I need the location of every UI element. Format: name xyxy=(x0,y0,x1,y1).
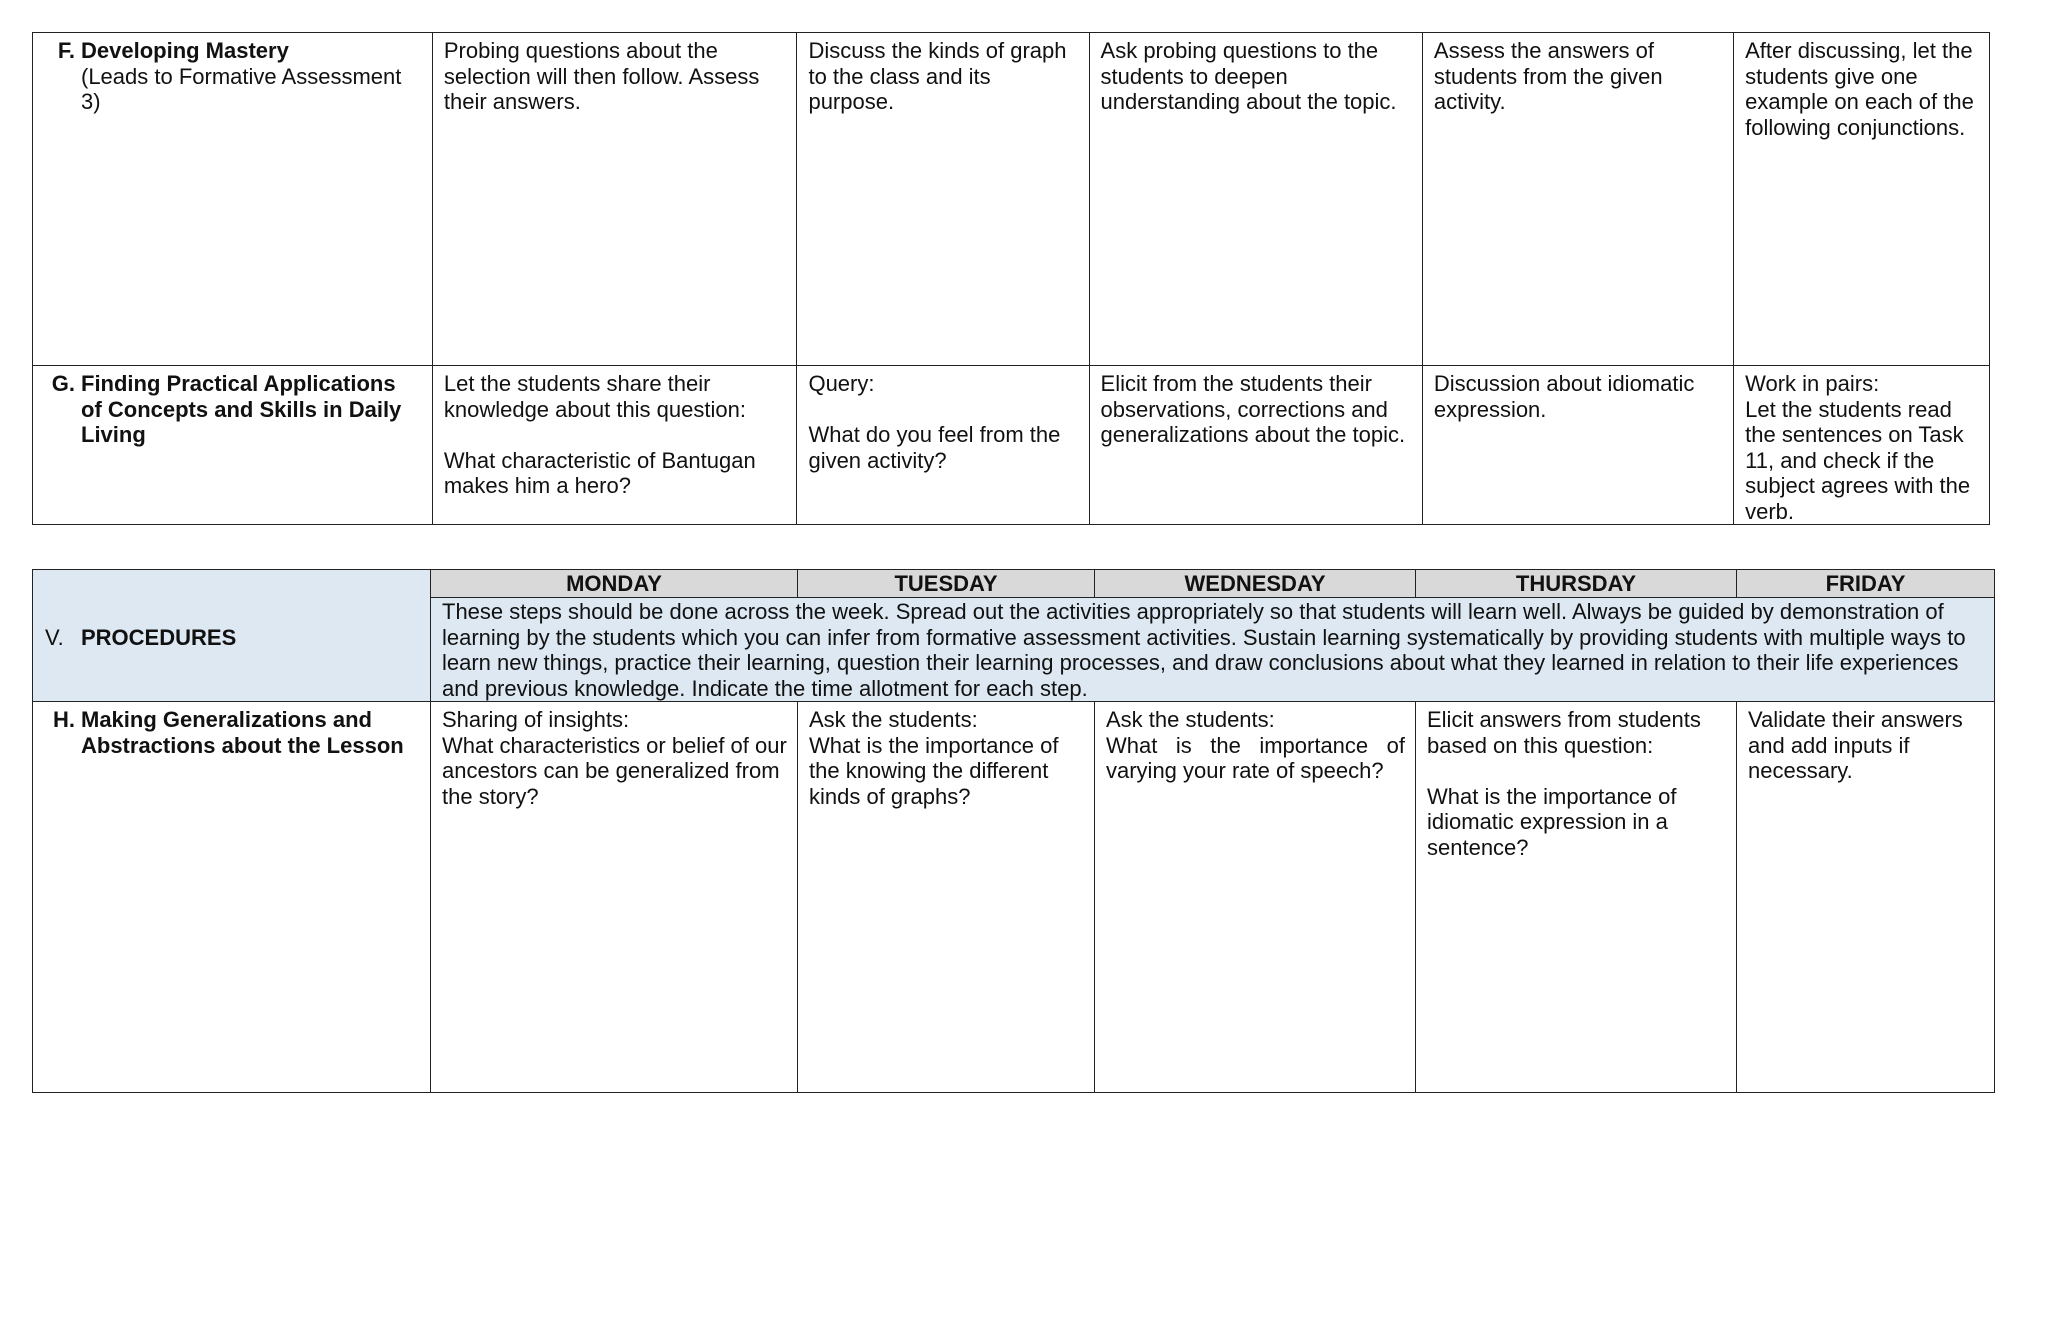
row-label-practical-applications xyxy=(33,366,433,525)
cell-thursday: Assess the answers of students from the given activity. xyxy=(1422,33,1733,366)
cell-wednesday: Ask probing questions to the students to deepen understanding about the topic. xyxy=(1089,33,1422,366)
row-label-developing-mastery xyxy=(33,33,433,366)
cell-monday: Probing questions about the selection will then follow. Assess their answers. xyxy=(432,33,797,366)
row-developing-mastery xyxy=(33,33,1990,366)
cell-wednesday: Elicit from the students their observations, corrections and generalizations about the topic. xyxy=(1089,366,1422,525)
cell-friday: After discussing, let the students give one example on each of the following conjunctions. xyxy=(1734,33,1990,366)
section-title: PROCEDURES xyxy=(81,625,237,651)
procedures-instructions: These steps should be done across the week. Spread out the activities appropriately so that students will learn well. Always be guided by demonstration of learning by the students which you can infer from formative assessment activities. Sustain learning systematically by providing students with multiple ways to learn new things, practice their learning, question their learning processes, and draw conclusions about what they learned in relation to their life experiences and previous knowledge. Indicate the time allotment for each step. xyxy=(431,598,1995,702)
cell-monday: Let the students share their knowledge about this question: What characteristic of Bantugan makes him a hero? xyxy=(432,366,797,525)
day-header-friday: FRIDAY xyxy=(1737,570,1995,598)
cell-tuesday: Ask the students: What is the importance of the knowing the different kinds of graphs? xyxy=(798,702,1095,1093)
row-letter: H. xyxy=(53,707,75,732)
row-generalizations xyxy=(33,702,1995,1093)
day-header-tuesday: TUESDAY xyxy=(798,570,1095,598)
row-practical-applications xyxy=(33,366,1990,525)
lesson-plan-table-top xyxy=(32,32,1990,525)
row-subtitle: (Leads to Formative Assessment 3) xyxy=(81,63,402,114)
lesson-plan-table-procedures xyxy=(32,569,1995,1093)
row-label-generalizations xyxy=(33,702,431,1093)
day-header-row xyxy=(33,570,1995,598)
day-header-monday: MONDAY xyxy=(431,570,798,598)
row-title: Finding Practical Applications of Concepts and Skills in Daily Living xyxy=(81,371,402,447)
cell-thursday: Discussion about idiomatic expression. xyxy=(1422,366,1733,525)
row-title: Making Generalizations and Abstractions about the Lesson xyxy=(81,707,404,758)
cell-tuesday: Query: What do you feel from the given activity? xyxy=(797,366,1089,525)
row-letter: G. xyxy=(51,371,75,396)
cell-wednesday: Ask the students: What is the importance of varying your rate of speech? xyxy=(1095,702,1416,1093)
section-numeral: V. xyxy=(45,625,64,651)
cell-friday: Work in pairs: Let the students read the sentences on Task 11, and check if the subject agrees with the verb. xyxy=(1734,366,1990,525)
cell-tuesday: Discuss the kinds of graph to the class and its purpose. xyxy=(797,33,1089,366)
day-header-wednesday: WEDNESDAY xyxy=(1095,570,1416,598)
row-letter: F. xyxy=(57,38,75,63)
cell-monday: Sharing of insights: What characteristics or belief of our ancestors can be generalized from the story? xyxy=(431,702,798,1093)
cell-friday: Validate their answers and add inputs if necessary. xyxy=(1737,702,1995,1093)
cell-thursday: Elicit answers from students based on this question: What is the importance of idiomatic expression in a sentence? xyxy=(1416,702,1737,1093)
procedures-label xyxy=(33,570,431,702)
row-title: Developing Mastery xyxy=(81,38,289,63)
day-header-thursday: THURSDAY xyxy=(1416,570,1737,598)
